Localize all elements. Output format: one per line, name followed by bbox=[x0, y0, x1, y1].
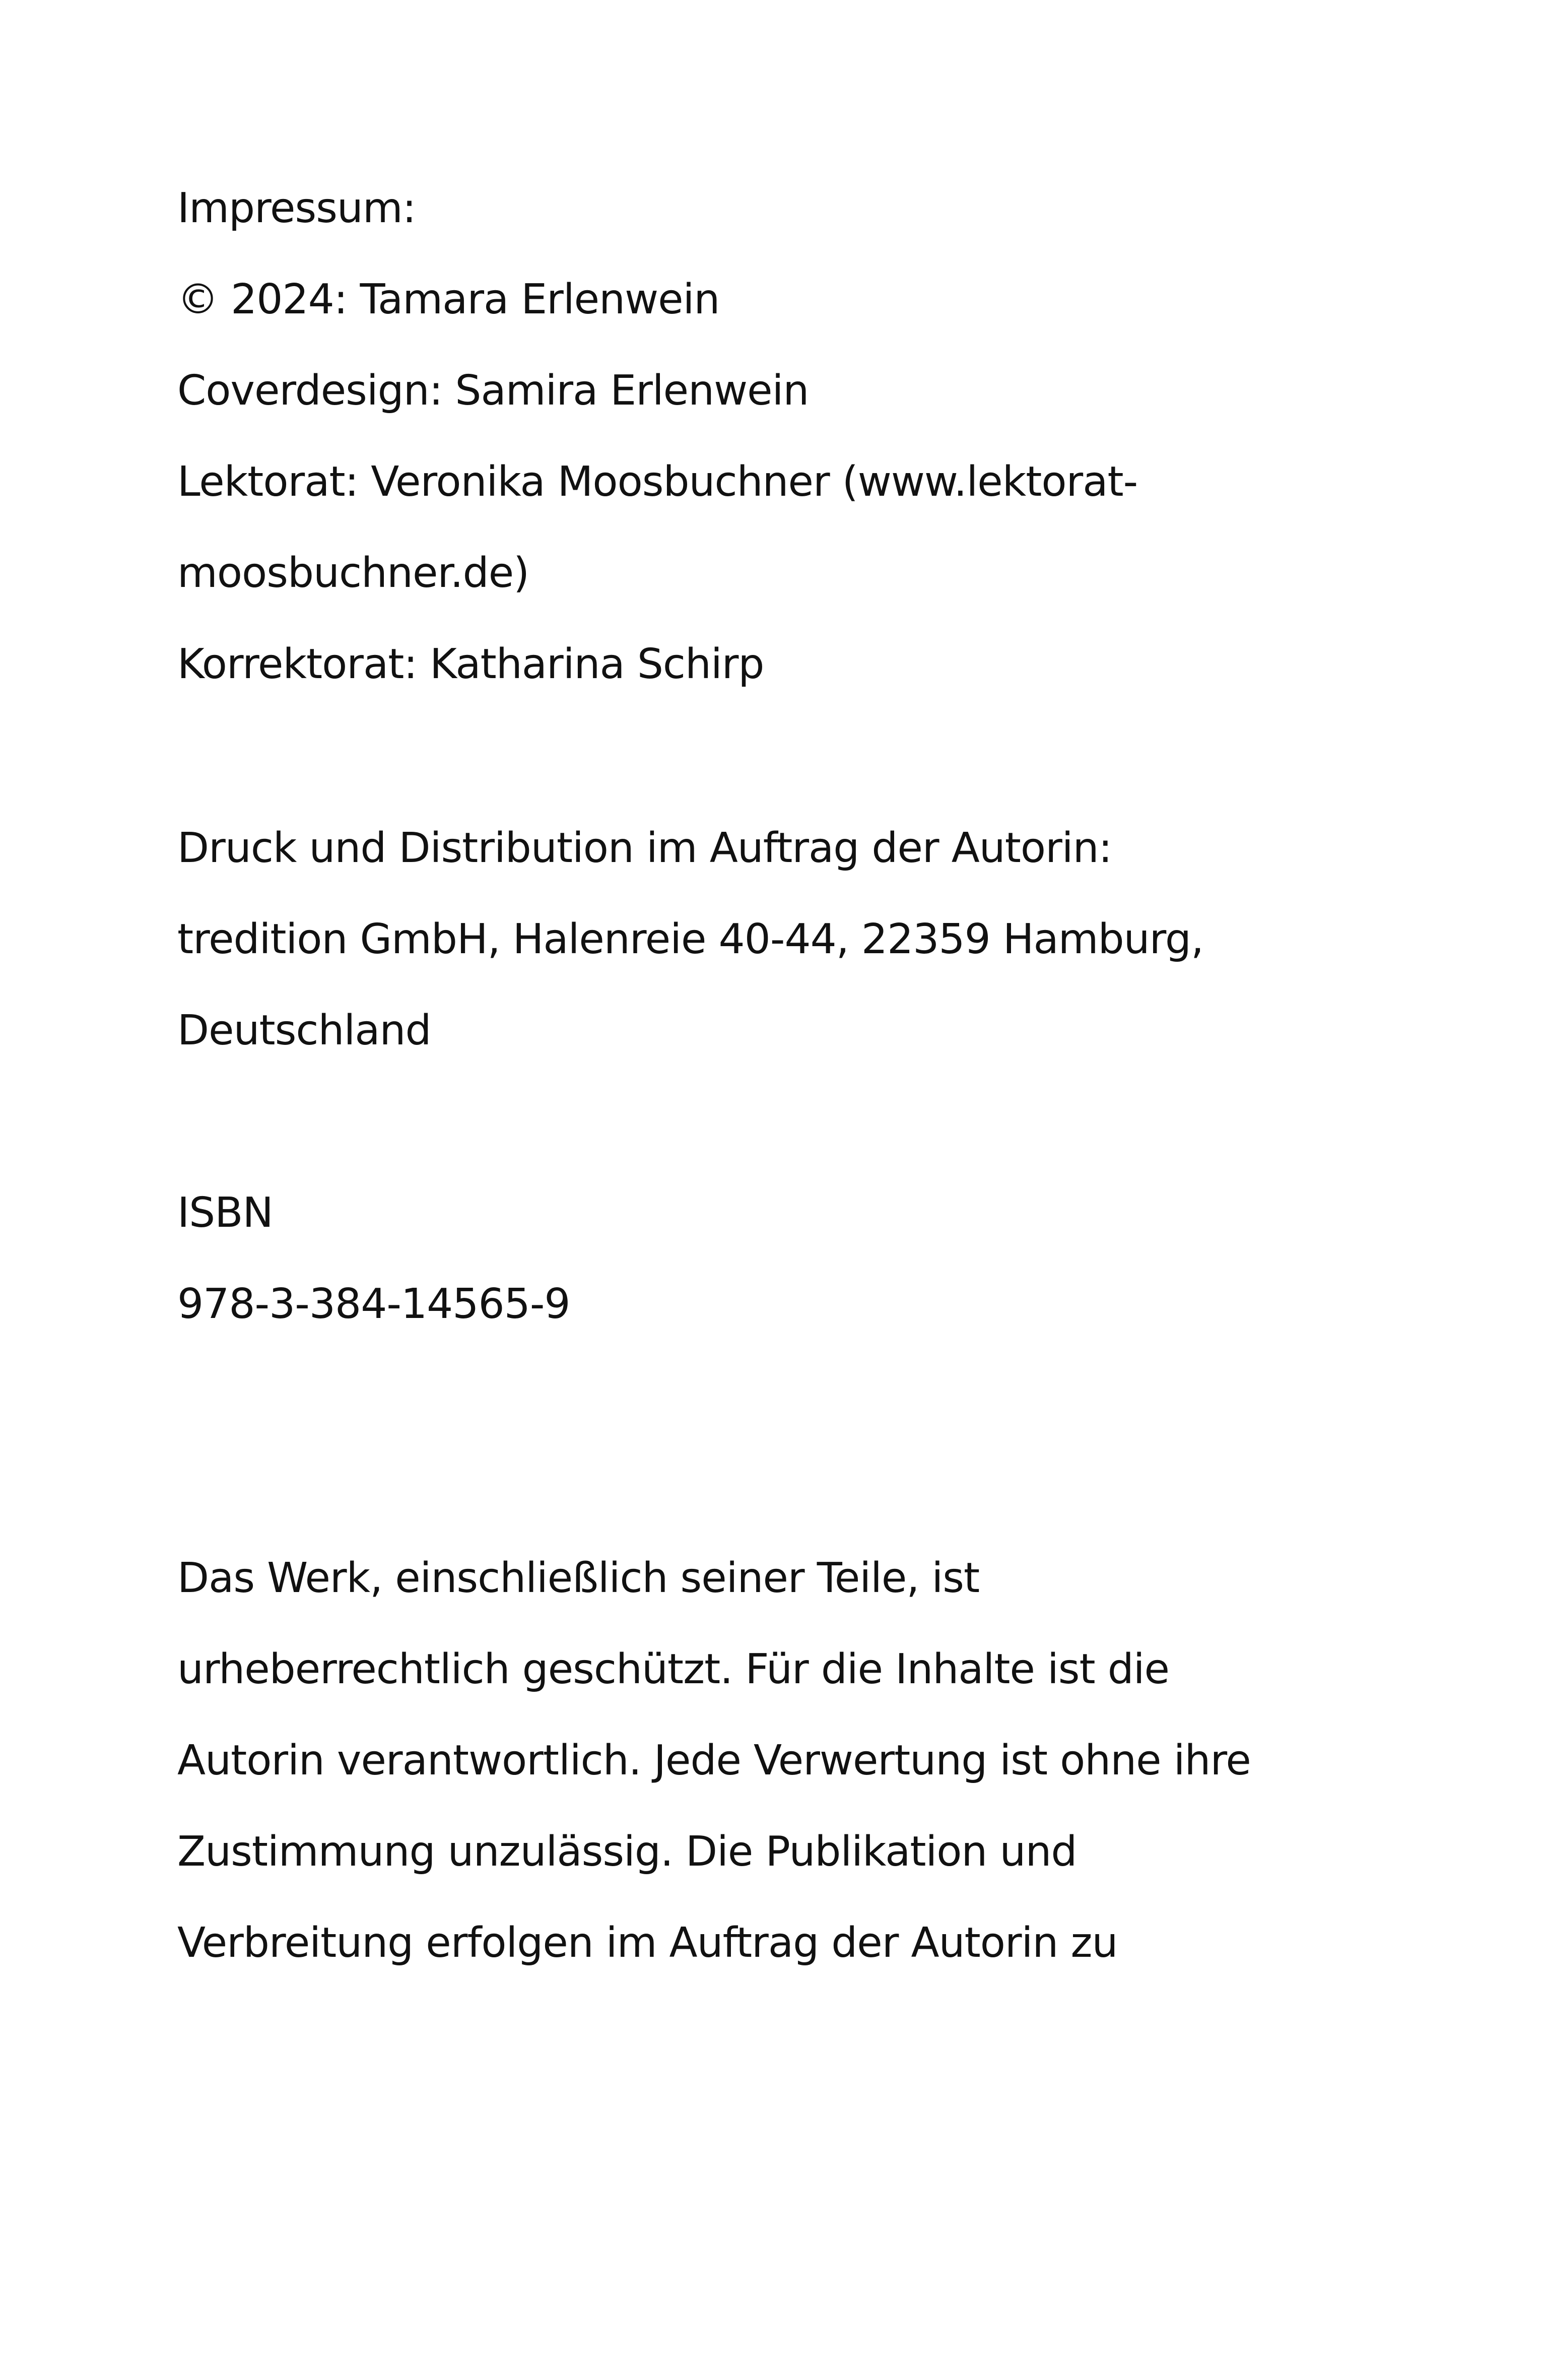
print-line: Druck und Distribution im Auftrag der Autorin: bbox=[177, 824, 1112, 872]
lektorat-line-continued: moosbuchner.de) bbox=[177, 549, 529, 597]
imprint-heading: Impressum: bbox=[177, 184, 416, 232]
isbn-label: ISBN bbox=[177, 1189, 273, 1237]
print-distribution bbox=[177, 803, 1386, 1076]
isbn-number: 978-3-384-14565-9 bbox=[177, 1280, 570, 1328]
notice-line: urheberrechtlich geschützt. Für die Inhalte ist die bbox=[177, 1645, 1170, 1693]
copyright-notice bbox=[177, 1533, 1386, 1989]
publisher-country-line: Deutschland bbox=[177, 1007, 431, 1054]
notice-line: Zustimmung unzulässig. Die Publikation und bbox=[177, 1828, 1077, 1876]
lektorat-line: Lektorat: Veronika Moosbuchner (www.lektorat- bbox=[177, 458, 1138, 506]
publisher-address-line: tredition GmbH, Halenreie 40-44, 22359 Hamburg, bbox=[177, 915, 1204, 963]
imprint-credits bbox=[177, 163, 1386, 710]
cover-design-line: Coverdesign: Samira Erlenwein bbox=[177, 367, 809, 415]
notice-line: Autorin verantwortlich. Jede Verwertung ist ohne ihre bbox=[177, 1737, 1251, 1784]
korrektorat-line: Korrektorat: Katharina Schirp bbox=[177, 640, 764, 688]
isbn-block bbox=[177, 1167, 1386, 1350]
notice-line: Verbreitung erfolgen im Auftrag der Autorin zu bbox=[177, 1919, 1118, 1967]
copyright-line: © 2024: Tamara Erlenwein bbox=[177, 276, 720, 323]
notice-line: Das Werk, einschließlich seiner Teile, ist bbox=[177, 1554, 980, 1602]
